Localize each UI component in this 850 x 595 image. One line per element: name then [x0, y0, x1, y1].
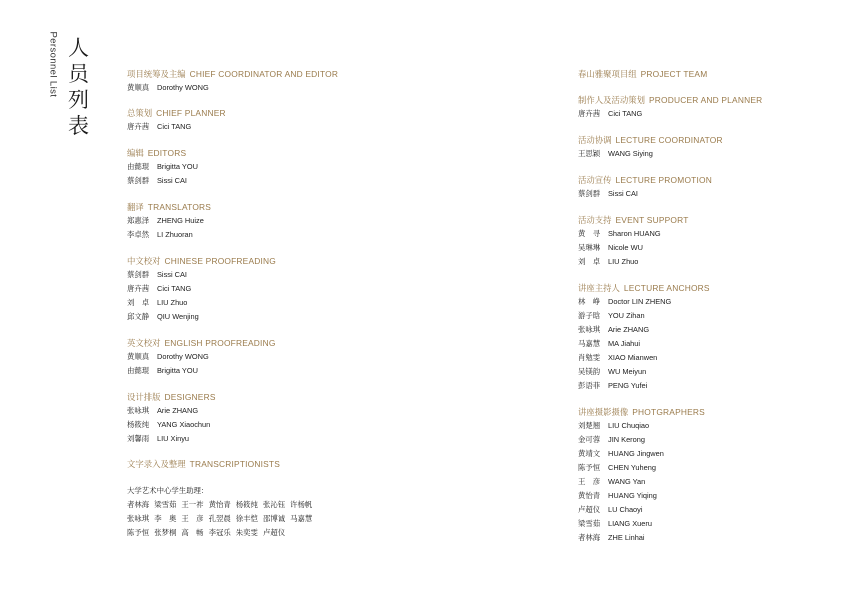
person-name-cn: 梁雪茹 — [578, 519, 601, 528]
transcriber-name: 王一祚 — [181, 500, 204, 509]
person-name-en: Arie ZHANG — [608, 325, 650, 334]
person-name-en: Cici TANG — [157, 284, 192, 293]
person-name-cn: 黄怡青 — [578, 491, 601, 500]
section-heading-cn: 英文校对 — [127, 338, 161, 348]
section-heading-cn: 讲座摄影摄像 — [578, 407, 629, 417]
section — [127, 338, 427, 378]
person-row — [578, 475, 818, 489]
person-name-en: MA Jiahui — [608, 339, 641, 348]
transcriber-name: 黄怡青 — [208, 500, 231, 509]
person-name-en: Sissi CAI — [157, 176, 187, 185]
section — [578, 175, 818, 201]
person-name-en: LIU Chuqiao — [608, 421, 650, 430]
section-heading-en: CHINESE PROOFREADING — [164, 256, 276, 266]
transcriber-name: 杨筱纯 — [235, 500, 258, 509]
person-name-cn: 黄顺真 — [127, 352, 150, 361]
section-heading — [578, 407, 818, 418]
person-name-en: HUANG Yiqing — [608, 491, 657, 500]
section-heading-cn: 活动支持 — [578, 215, 612, 225]
transcriber-name: 王 彦 — [181, 514, 204, 523]
section — [578, 69, 818, 80]
person-name-cn: 卢超仪 — [578, 505, 601, 514]
section-heading-cn: 翻译 — [127, 202, 144, 212]
person-name-en: Dorothy WONG — [157, 352, 209, 361]
right-column — [578, 69, 818, 545]
section — [127, 202, 427, 242]
section-heading — [578, 215, 818, 226]
transcriber-name: 许杨帆 — [290, 500, 313, 509]
transcription-names-line — [127, 526, 427, 540]
person-name-en: Cici TANG — [608, 109, 643, 118]
person-name-cn: 王 彦 — [578, 477, 601, 486]
person-name-cn: 黄顺真 — [127, 83, 150, 92]
section-heading-cn: 总策划 — [127, 108, 153, 118]
transcriber-name: 卢超仪 — [262, 528, 286, 537]
person-row — [578, 447, 818, 461]
person-name-en: Dorothy WONG — [157, 83, 209, 92]
section-heading — [127, 202, 427, 213]
section-heading-en: CHIEF PLANNER — [156, 108, 226, 118]
section-heading-en: CHIEF COORDINATOR AND EDITOR — [189, 69, 339, 79]
section — [578, 95, 818, 121]
section-heading — [578, 283, 818, 294]
person-name-cn: 吴琳琳 — [578, 243, 601, 252]
person-name-en: Doctor LIN ZHENG — [608, 297, 672, 306]
person-row — [578, 489, 818, 503]
section-heading-en: PHOTGRAPHERS — [632, 407, 705, 417]
person-name-en: ZHENG Huize — [157, 216, 204, 225]
person-name-en: Brigitta YOU — [157, 162, 198, 171]
section-heading — [127, 108, 427, 119]
transcriber-name: 李冠乐 — [208, 528, 231, 537]
person-name-en: LI Zhuoran — [157, 230, 193, 239]
section-heading-cn: 讲座主持人 — [578, 283, 620, 293]
section-heading-cn: 设计排版 — [127, 392, 161, 402]
person-row — [578, 255, 818, 269]
person-name-cn: 马嘉慧 — [578, 339, 601, 348]
section — [127, 256, 427, 324]
person-name-en: XIAO Mianwen — [608, 353, 658, 362]
section-heading-cn: 制作人及活动策划 — [578, 95, 645, 105]
section — [578, 135, 818, 161]
person-name-cn: 张咏琪 — [127, 406, 150, 415]
person-name-cn: 郑惠泽 — [127, 216, 150, 225]
transcriber-name: 陈予恒 — [127, 528, 150, 537]
person-row — [127, 310, 427, 324]
transcriber-name: 梁雪茹 — [154, 500, 177, 509]
person-name-cn: 肖勉雯 — [578, 353, 601, 362]
section-heading — [127, 148, 427, 159]
person-name-en: Sharon HUANG — [608, 229, 661, 238]
person-name-en: WANG Siying — [608, 149, 653, 158]
person-name-cn: 刘 卓 — [127, 298, 150, 307]
person-name-en: LIU Zhuo — [608, 257, 639, 266]
section — [127, 392, 427, 446]
person-row — [578, 433, 818, 447]
page-title-cn: 人员列表 — [68, 36, 89, 138]
section-heading-cn: 编辑 — [127, 148, 144, 158]
person-name-en: ZHE Linhai — [608, 533, 645, 542]
person-name-cn: 蔡剑群 — [127, 270, 150, 279]
left-column — [127, 69, 427, 540]
section-heading — [127, 69, 427, 80]
section-heading-en: PROJECT TEAM — [640, 69, 708, 79]
person-name-cn: 吴镁韵 — [578, 367, 601, 376]
section-heading-en: LECTURE COORDINATOR — [615, 135, 723, 145]
section-heading-cn: 活动协调 — [578, 135, 612, 145]
person-row — [578, 227, 818, 241]
section-heading-en: LECTURE PROMOTION — [615, 175, 712, 185]
person-row — [127, 214, 427, 228]
person-row — [578, 241, 818, 255]
person-name-cn: 游子晗 — [578, 311, 601, 320]
section-heading — [127, 392, 427, 403]
section — [127, 108, 427, 134]
section-heading — [127, 256, 427, 267]
person-row — [578, 531, 818, 545]
person-row — [127, 296, 427, 310]
person-name-cn: 彭语菲 — [578, 381, 601, 390]
page-title-block — [44, 31, 94, 138]
section-heading-en: EVENT SUPPORT — [615, 215, 689, 225]
section — [578, 407, 818, 545]
person-row — [127, 364, 427, 378]
transcriber-name: 邵博诚 — [262, 514, 286, 523]
person-name-en: WU Meiyun — [608, 367, 647, 376]
person-name-cn: 林 峥 — [578, 297, 601, 306]
person-name-cn: 刘 卓 — [578, 257, 601, 266]
person-name-en: Brigitta YOU — [157, 366, 198, 375]
transcriber-name: 徐丰恺 — [235, 514, 258, 523]
person-name-en: YANG Xiaochun — [157, 420, 211, 429]
transcription-intro: 大学艺术中心学生助理： — [127, 486, 209, 495]
person-name-en: LIANG Xueru — [608, 519, 652, 528]
person-name-cn: 唐卉茜 — [127, 122, 150, 131]
section — [127, 148, 427, 188]
section-heading-en: EDITORS — [147, 148, 187, 158]
person-name-cn: 黄 寻 — [578, 229, 601, 238]
section-heading — [578, 135, 818, 146]
person-name-en: LIU Zhuo — [157, 298, 188, 307]
section-heading — [578, 69, 818, 80]
person-row — [578, 517, 818, 531]
person-row — [578, 323, 818, 337]
section-heading — [127, 338, 427, 349]
person-row — [578, 187, 818, 201]
section-heading — [578, 175, 818, 186]
transcriber-name: 马嘉慧 — [290, 514, 313, 523]
transcriber-name: 李 奥 — [154, 514, 177, 523]
person-name-cn: 蔡剑群 — [127, 176, 150, 185]
person-name-cn: 张咏琪 — [578, 325, 601, 334]
person-name-en: HUANG Jingwen — [608, 449, 664, 458]
section-heading — [127, 459, 427, 470]
person-name-en: Nicole WU — [608, 243, 643, 252]
person-name-en: JIN Kerong — [608, 435, 645, 444]
transcriber-name: 高 畅 — [181, 528, 204, 537]
person-row — [127, 160, 427, 174]
person-row — [578, 419, 818, 433]
person-row — [127, 81, 427, 95]
person-name-cn: 由懿琨 — [127, 366, 150, 375]
person-name-en: YOU Zihan — [608, 311, 645, 320]
person-name-en: CHEN Yuheng — [608, 463, 656, 472]
section-heading-en: TRANSCRIPTIONISTS — [189, 459, 281, 469]
person-row — [578, 461, 818, 475]
person-row — [578, 503, 818, 517]
section-heading-en: DESIGNERS — [164, 392, 216, 402]
person-row — [578, 147, 818, 161]
person-row — [127, 432, 427, 446]
section-heading-en: ENGLISH PROOFREADING — [164, 338, 276, 348]
person-row — [127, 268, 427, 282]
section-heading — [578, 95, 818, 106]
person-row — [127, 228, 427, 242]
person-name-en: LIU Xinyu — [157, 434, 190, 443]
person-name-en: LU Chaoyi — [608, 505, 643, 514]
transcriber-name: 张梦桐 — [154, 528, 177, 537]
person-row — [127, 418, 427, 432]
person-name-cn: 金可蓉 — [578, 435, 601, 444]
person-row — [127, 120, 427, 134]
person-row — [578, 365, 818, 379]
person-name-cn: 杨筱纯 — [127, 420, 150, 429]
person-name-cn: 者林海 — [578, 533, 601, 542]
transcriber-name: 张咏琪 — [127, 514, 150, 523]
section — [578, 215, 818, 269]
section-heading-cn: 中文校对 — [127, 256, 161, 266]
person-name-en: PENG Yufei — [608, 381, 648, 390]
person-name-en: WANG Yan — [608, 477, 646, 486]
person-row — [127, 404, 427, 418]
person-name-cn: 陈予恒 — [578, 463, 601, 472]
person-name-cn: 邱文静 — [127, 312, 150, 321]
section-heading-en: TRANSLATORS — [147, 202, 212, 212]
person-name-en: QIU Wenjing — [157, 312, 199, 321]
transcription-names-line — [127, 498, 427, 512]
person-name-cn: 王思颖 — [578, 149, 601, 158]
transcription-names-line — [127, 512, 427, 526]
person-row — [578, 351, 818, 365]
person-row — [578, 309, 818, 323]
person-row — [578, 337, 818, 351]
person-row — [127, 350, 427, 364]
person-name-cn: 由懿琨 — [127, 162, 150, 171]
section-heading-en: PRODUCER AND PLANNER — [649, 95, 763, 105]
person-name-cn: 唐卉茜 — [578, 109, 601, 118]
section-heading-cn: 活动宣传 — [578, 175, 612, 185]
person-row — [578, 379, 818, 393]
person-row — [578, 295, 818, 309]
person-name-en: Cici TANG — [157, 122, 192, 131]
section — [578, 283, 818, 393]
person-name-cn: 刘楚翘 — [578, 421, 601, 430]
person-row — [578, 107, 818, 121]
transcriber-name: 者林海 — [127, 500, 150, 509]
section-heading-en: LECTURE ANCHORS — [623, 283, 710, 293]
person-name-en: Arie ZHANG — [157, 406, 199, 415]
page-title-en: Personnel List — [47, 31, 59, 98]
person-name-cn: 黄靖文 — [578, 449, 601, 458]
transcription-section — [127, 459, 427, 540]
section-heading-cn: 项目统筹及主编 — [127, 69, 186, 79]
person-name-cn: 刘馨雨 — [127, 434, 150, 443]
person-name-cn: 蔡剑群 — [578, 189, 601, 198]
transcriber-name: 朱奕雯 — [235, 528, 258, 537]
transcriber-name: 孔翌晨 — [208, 514, 231, 523]
person-name-cn: 李卓然 — [127, 230, 150, 239]
person-name-en: Sissi CAI — [608, 189, 638, 198]
section-heading-cn: 文字录入及整理 — [127, 459, 186, 469]
section-heading-cn: 春山雅聚项目组 — [578, 69, 637, 79]
section — [127, 69, 427, 95]
person-row — [127, 282, 427, 296]
person-row — [127, 174, 427, 188]
person-name-en: Sissi CAI — [157, 270, 187, 279]
transcriber-name: 张沁钰 — [262, 500, 286, 509]
person-name-cn: 唐卉茜 — [127, 284, 150, 293]
